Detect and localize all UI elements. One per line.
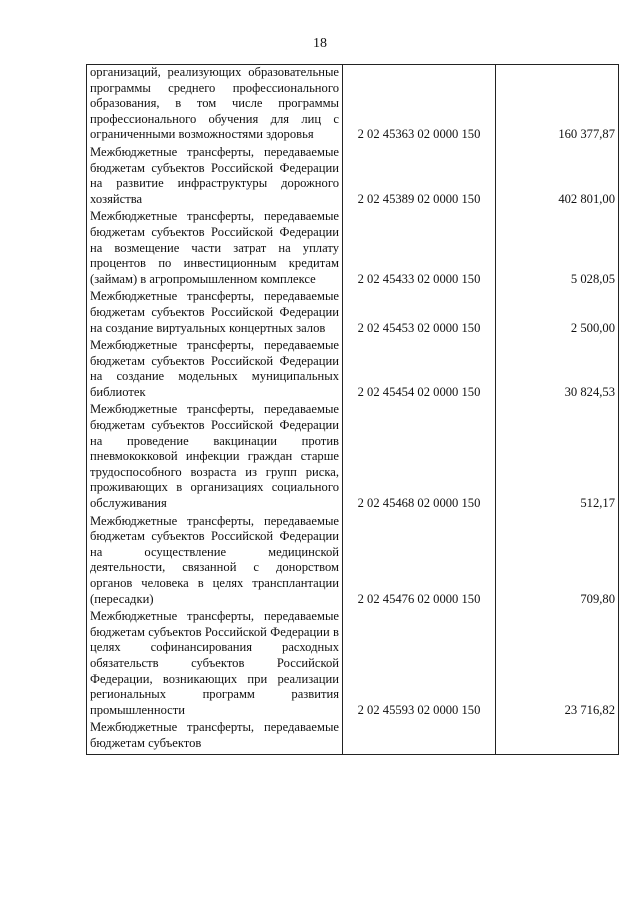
row-amount: 30 824,53 — [496, 338, 619, 402]
table-row — [87, 145, 619, 209]
row-code: 2 02 45363 02 0000 150 — [343, 65, 496, 145]
row-description: Межбюджетные трансферты, передаваемые бюджетам субъектов Российской Федерации на создание виртуальных концертных залов — [87, 289, 343, 338]
row-code: 2 02 45593 02 0000 150 — [343, 609, 496, 720]
page-number: 18 — [313, 36, 327, 51]
row-amount: 23 716,82 — [496, 609, 619, 720]
table-row — [87, 609, 619, 720]
row-code: 2 02 45389 02 0000 150 — [343, 145, 496, 209]
row-code: 2 02 45476 02 0000 150 — [343, 514, 496, 610]
row-amount — [496, 720, 619, 754]
budget-table — [86, 64, 619, 755]
row-description: Межбюджетные трансферты, передаваемые бюджетам субъектов Российской Федерации на осуществление медицинской деятельности, связанной с донорством органов человека в целях трансплантации (пересадки) — [87, 514, 343, 610]
row-amount: 5 028,05 — [496, 209, 619, 289]
row-description: Межбюджетные трансферты, передаваемые бюджетам субъектов Российской Федерации на развитие инфраструктуры дорожного хозяйства — [87, 145, 343, 209]
table-row — [87, 209, 619, 289]
table-row — [87, 514, 619, 610]
row-code: 2 02 45453 02 0000 150 — [343, 289, 496, 338]
row-code: 2 02 45433 02 0000 150 — [343, 209, 496, 289]
row-amount: 709,80 — [496, 514, 619, 610]
row-description: Межбюджетные трансферты, передаваемые бюджетам субъектов — [87, 720, 343, 754]
row-description: организаций, реализующих образовательные программы среднего профессионального образования, в том числе программы профессионального обучения для лиц с ограниченными возможностями здоровья — [87, 65, 343, 145]
row-description: Межбюджетные трансферты, передаваемые бюджетам субъектов Российской Федерации на создание модельных муниципальных библиотек — [87, 338, 343, 402]
row-description: Межбюджетные трансферты, передаваемые бюджетам субъектов Российской Федерации в целях софинансирования расходных обязательств субъектов Российской Федерации, возникающих при реализации региональных программ развития промышленности — [87, 609, 343, 720]
row-amount: 402 801,00 — [496, 145, 619, 209]
row-description: Межбюджетные трансферты, передаваемые бюджетам субъектов Российской Федерации на возмещение части затрат на уплату процентов по инвестиционным кредитам (займам) в агропромышленном комплексе — [87, 209, 343, 289]
row-code — [343, 720, 496, 754]
row-amount: 2 500,00 — [496, 289, 619, 338]
table-row — [87, 65, 619, 145]
row-code: 2 02 45468 02 0000 150 — [343, 402, 496, 513]
table-row — [87, 289, 619, 338]
table-row — [87, 338, 619, 402]
table-row — [87, 720, 619, 754]
row-amount: 160 377,87 — [496, 65, 619, 145]
row-amount: 512,17 — [496, 402, 619, 513]
table-row — [87, 402, 619, 513]
row-code: 2 02 45454 02 0000 150 — [343, 338, 496, 402]
row-description: Межбюджетные трансферты, передаваемые бюджетам субъектов Российской Федерации на проведение вакцинации против пневмококковой инфекции граждан старше трудоспособного возраста из групп риска, проживающих в организациях социального обслуживания — [87, 402, 343, 513]
